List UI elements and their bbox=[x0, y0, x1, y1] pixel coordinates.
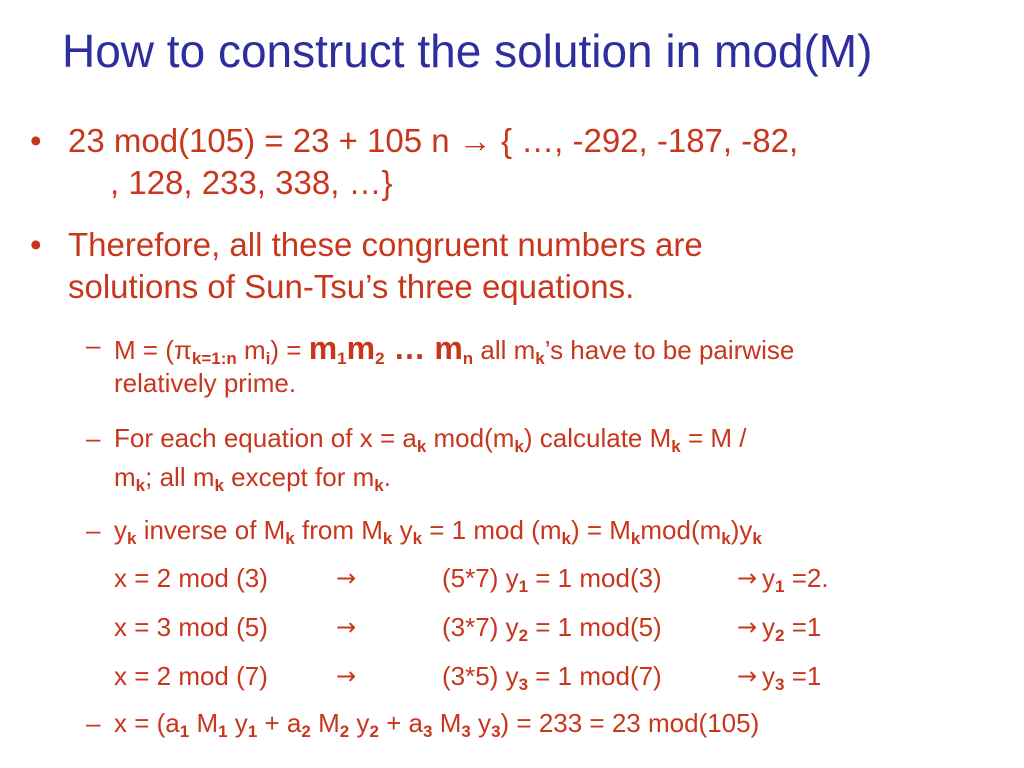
equation-result bbox=[762, 563, 829, 597]
dash-marker: – bbox=[86, 330, 101, 360]
equation-middle bbox=[442, 661, 662, 695]
subscript: k bbox=[721, 529, 731, 548]
bullet-2-line-1: Therefore, all these congruent numbers are bbox=[68, 226, 703, 263]
equation-lhs: x = 2 mod (7) bbox=[114, 661, 268, 691]
sub-3-line-1 bbox=[114, 515, 762, 549]
subscript: k bbox=[135, 476, 146, 495]
slide-title: How to construct the solution in mod(M) bbox=[62, 25, 873, 77]
text-run: m bbox=[114, 462, 136, 492]
arrow-icon: → bbox=[737, 564, 758, 592]
dash-marker: – bbox=[86, 515, 101, 545]
subscript: 1 bbox=[775, 577, 785, 596]
subscript: 2 bbox=[375, 349, 385, 368]
subscript: k bbox=[382, 529, 393, 548]
subscript: 1 bbox=[337, 349, 347, 368]
subscript: k bbox=[671, 437, 681, 456]
arrow-icon: → bbox=[336, 662, 357, 690]
subscript: 1 bbox=[247, 722, 258, 741]
subscript: k bbox=[214, 476, 224, 495]
subscript: 1 bbox=[218, 722, 228, 741]
sub-4-line-1 bbox=[114, 708, 759, 742]
subscript: k bbox=[416, 437, 427, 456]
subscript: k bbox=[535, 349, 545, 368]
subscript: i bbox=[265, 349, 271, 368]
subscript: k bbox=[374, 476, 384, 495]
text-run: y bbox=[470, 708, 492, 738]
subscript: 2 bbox=[369, 722, 379, 741]
text-run: y bbox=[114, 515, 127, 545]
text-run: M bbox=[189, 708, 219, 738]
subscript: k bbox=[412, 529, 423, 548]
text-run: )y bbox=[730, 515, 753, 545]
text-run: (3*5) y bbox=[442, 661, 519, 691]
sub-1-line-1 bbox=[114, 330, 794, 369]
text-run: m bbox=[236, 335, 266, 365]
subscript: k bbox=[630, 529, 641, 548]
text-run: = M / bbox=[680, 423, 747, 453]
bullet-1-line-1: 23 mod(105) = 23 + 105 n → { …, -292, -187, -82, bbox=[68, 122, 799, 159]
text-run: ; all m bbox=[145, 462, 215, 492]
text-run: m bbox=[308, 330, 338, 366]
subscript: k bbox=[127, 529, 137, 548]
subscript: 1 bbox=[518, 577, 529, 596]
text-run: =1 bbox=[784, 612, 822, 642]
text-run: from M bbox=[294, 515, 383, 545]
text-run: + a bbox=[378, 708, 423, 738]
text-run: M bbox=[432, 708, 462, 738]
equation-middle bbox=[442, 612, 662, 646]
equation-middle bbox=[442, 563, 662, 597]
text-run: M = (π bbox=[114, 335, 192, 365]
text-run: ) = M bbox=[570, 515, 631, 545]
text-run: … m bbox=[384, 330, 463, 366]
dash-marker: – bbox=[86, 423, 101, 453]
equation-lhs: x = 2 mod (3) bbox=[114, 563, 268, 593]
subscript: k bbox=[752, 529, 762, 548]
subscript: 1 bbox=[179, 722, 190, 741]
text-run: . bbox=[383, 462, 391, 492]
equation-result bbox=[762, 661, 821, 695]
text-run: y bbox=[349, 708, 370, 738]
bullet-1-line-2: , 128, 233, 338, …} bbox=[110, 164, 393, 201]
subscript: 3 bbox=[423, 722, 433, 741]
text-run: mod(m bbox=[640, 515, 722, 545]
text-run: y bbox=[762, 563, 775, 593]
sub-1-line-2: relatively prime. bbox=[114, 368, 297, 398]
text-run: mod(m bbox=[426, 423, 515, 453]
text-run: =1 bbox=[784, 661, 822, 691]
subscript: 2 bbox=[301, 722, 311, 741]
text-run: inverse of M bbox=[136, 515, 286, 545]
subscript: n bbox=[462, 349, 474, 368]
arrow-icon: → bbox=[737, 613, 758, 641]
text-run: = 1 mod (m bbox=[422, 515, 562, 545]
subscript: k bbox=[561, 529, 571, 548]
text-run: ) calculate M bbox=[523, 423, 672, 453]
text-run: ) = bbox=[270, 335, 309, 365]
text-run: all m bbox=[473, 335, 536, 365]
subscript: 2 bbox=[518, 626, 529, 645]
sub-2-line-2 bbox=[114, 462, 391, 496]
subscript: 3 bbox=[491, 722, 501, 741]
bullet-dot: • bbox=[30, 226, 42, 263]
text-run: y bbox=[392, 515, 413, 545]
text-run: M bbox=[310, 708, 340, 738]
arrow-icon: → bbox=[336, 613, 357, 641]
text-run: except for m bbox=[223, 462, 375, 492]
text-run: y bbox=[762, 612, 775, 642]
equation-lhs: x = 3 mod (5) bbox=[114, 612, 268, 642]
text-run: ) = 233 = 23 mod(105) bbox=[500, 708, 760, 738]
equation-result bbox=[762, 612, 821, 646]
text-run: For each equation of x = a bbox=[114, 423, 417, 453]
text-run: + a bbox=[257, 708, 302, 738]
subscript: 2 bbox=[775, 626, 785, 645]
text-run: = 1 mod(7) bbox=[528, 661, 662, 691]
text-run: y bbox=[227, 708, 248, 738]
subscript: 3 bbox=[461, 722, 471, 741]
subscript: 2 bbox=[339, 722, 350, 741]
subscript: 3 bbox=[775, 675, 785, 694]
bullet-2-line-2: solutions of Sun-Tsu’s three equations. bbox=[68, 268, 635, 305]
text-run: = 1 mod(3) bbox=[528, 563, 662, 593]
dash-marker: – bbox=[86, 708, 101, 738]
text-run: x = (a bbox=[114, 708, 180, 738]
bullet-dot: • bbox=[30, 122, 42, 159]
text-run: ’s have to be pairwise bbox=[544, 335, 795, 365]
subscript: 3 bbox=[518, 675, 529, 694]
text-run: (3*7) y bbox=[442, 612, 519, 642]
text-run: m bbox=[346, 330, 376, 366]
sub-2-line-1 bbox=[114, 423, 746, 457]
text-run: = 1 mod(5) bbox=[528, 612, 662, 642]
arrow-icon: → bbox=[737, 662, 758, 690]
text-run: (5*7) y bbox=[442, 563, 519, 593]
text-run: y bbox=[762, 661, 775, 691]
subscript: k=1:n bbox=[191, 349, 237, 368]
arrow-icon: → bbox=[336, 564, 357, 592]
text-run: =2. bbox=[784, 563, 829, 593]
subscript: k bbox=[285, 529, 295, 548]
subscript: k bbox=[514, 437, 524, 456]
